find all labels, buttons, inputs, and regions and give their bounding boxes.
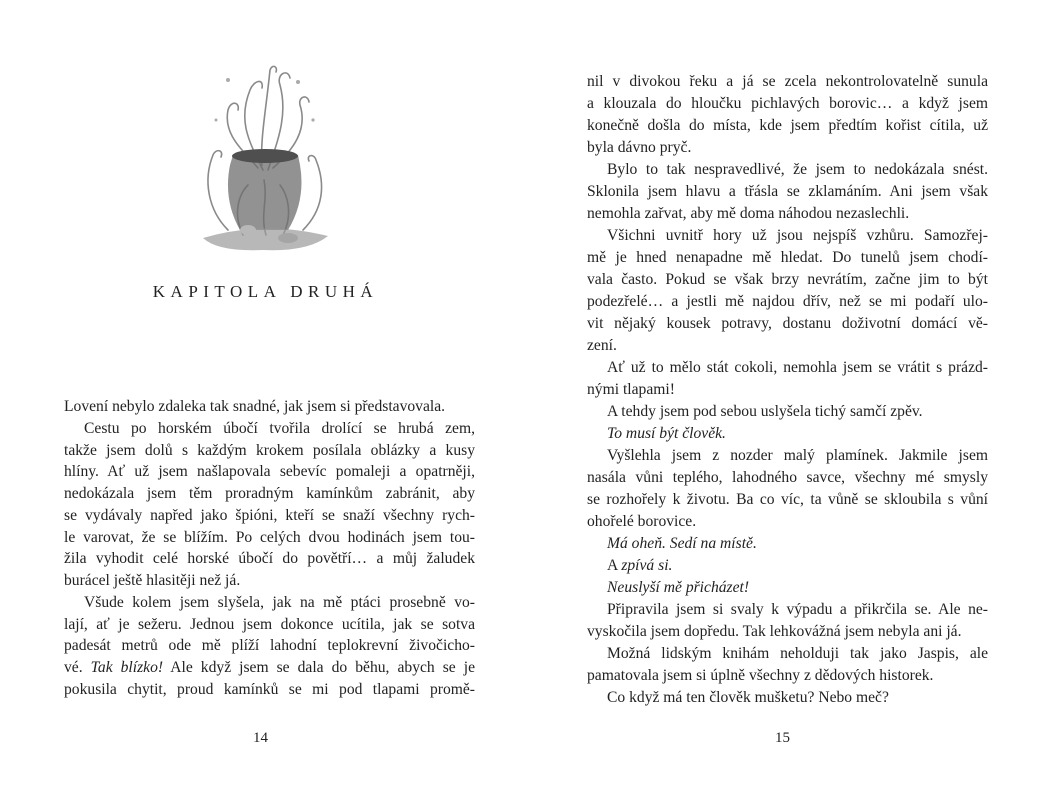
left-page: [0, 0, 521, 800]
cauldron-flames-illustration: [188, 60, 338, 255]
text-segment: nými tlapami!: [587, 381, 675, 398]
text-segment: A: [607, 557, 622, 574]
text-line: [587, 665, 988, 687]
italic-text: Má oheň. Sedí na místě.: [607, 535, 757, 552]
text-line: [587, 643, 988, 665]
page-number: 14: [253, 730, 268, 746]
text-segment: se vydávaly napřed jako špióni, kteří se snaží všechny rych-: [64, 506, 475, 524]
text-segment: a klouzala do hloučku pichlavých borovic… a když jsem: [587, 95, 988, 112]
text-line: [64, 592, 475, 614]
text-line: [587, 445, 988, 467]
text-line: [64, 570, 475, 592]
text-segment: konečně došla do místa, kde jsem předtím kořist cítila, už: [587, 117, 988, 134]
text-line: [64, 505, 475, 527]
text-line: [64, 461, 475, 483]
text-segment: se rozhořely k životu. Ba co víc, ta vůně se skloubila s vůní: [587, 491, 988, 508]
text-segment: Co když má ten člověk mušketu? Nebo meč?: [607, 689, 889, 706]
text-segment: nasála vůni teplého, lahodného savce, všechny mé smysly: [587, 469, 988, 486]
text-segment: Připravila jsem si svaly k výpadu a přikrčila se. Ale ne-: [607, 601, 988, 618]
text-line: [64, 396, 475, 418]
text-segment: nil v divokou řeku a já se zcela nekontrolovatelně sunula: [587, 73, 988, 90]
page-number: 15: [775, 730, 790, 746]
text-line: [587, 357, 988, 379]
text-segment: zení.: [587, 337, 617, 354]
text-segment: le varovat, že se blížím. Po celých dvou hodinách jsem tou-: [64, 528, 475, 546]
text-segment: vala často. Pokud se však brzy nevrátím, začne jim to být: [587, 271, 988, 288]
text-line: [587, 687, 988, 709]
text-segment: pokusila chytit, proud kamínků se mi pod tlapami promě-: [64, 680, 475, 698]
italic-text: zpívá si.: [621, 557, 673, 574]
text-line: [587, 489, 988, 511]
text-line: [587, 379, 988, 401]
italic-text: Neuslyší mě přicházet!: [607, 579, 750, 596]
text-segment: mě je hned nenapadne mě hledat. Do tunelů jsem chodí-: [587, 249, 988, 266]
text-line: [587, 225, 988, 247]
text-line: [587, 269, 988, 291]
text-line: [587, 137, 988, 159]
text-line: [64, 614, 475, 636]
body-text: [587, 71, 988, 709]
italic-text: To musí být člověk.: [607, 425, 726, 442]
text-line: [64, 483, 475, 505]
text-segment: Všichni uvnitř hory už jsou nejspíš vzhůru. Samozřej-: [607, 227, 988, 244]
body-text: [64, 396, 475, 701]
text-segment: burácel ještě hlasitěji než já.: [64, 572, 241, 589]
text-segment: žila vyhodit celé horské úbočí do povětří… a můj žaludek: [64, 550, 475, 568]
text-segment: vé.: [64, 659, 91, 676]
text-segment: nedokázala jsem těm proradným kamínkům zabránit, aby: [64, 485, 475, 502]
text-segment: vit nějaký kousek potravy, dostanu doživotní domácí vě-: [587, 315, 988, 332]
text-line: [587, 423, 988, 445]
text-line: [587, 335, 988, 357]
text-segment: Bylo to tak nespravedlivé, že jsem to nedokázala snést.: [607, 161, 988, 178]
text-segment: Ale když jsem se dala do běhu, abych se je: [163, 659, 476, 676]
text-line: [587, 313, 988, 335]
text-line: [587, 467, 988, 489]
text-segment: Ať už to mělo stát cokoli, nemohla jsem se vrátit s prázd-: [607, 359, 988, 376]
text-line: [587, 181, 988, 203]
right-page: [522, 0, 1043, 800]
text-line: [587, 621, 988, 643]
chapter-title: KAPITOLA DRUHÁ: [152, 282, 379, 301]
text-line: [587, 555, 988, 577]
text-line: [64, 527, 475, 549]
text-line: [64, 679, 475, 701]
text-line: [587, 247, 988, 269]
text-line: [587, 93, 988, 115]
text-segment: Možná lidským knihám neholduji tak jako Jaspis, ale: [607, 645, 988, 662]
text-line: [64, 548, 475, 570]
text-line: [64, 418, 475, 440]
text-line: [587, 599, 988, 621]
text-line: [587, 291, 988, 313]
text-line: [587, 203, 988, 225]
text-segment: vyskočila jsem dopředu. Tak lehkovážná jsem nebyla ani já.: [587, 623, 962, 640]
text-segment: A tehdy jsem pod sebou uslyšela tichý samčí zpěv.: [607, 403, 923, 420]
text-segment: Lovení nebylo zdaleka tak snadné, jak jsem si představovala.: [64, 398, 446, 415]
text-segment: byla dávno pryč.: [587, 139, 692, 156]
text-segment: Vyšlehla jsem z nozder malý plamínek. Jakmile jsem: [607, 447, 988, 464]
text-segment: ohořelé borovice.: [587, 513, 697, 530]
italic-text: Tak blízko!: [90, 659, 164, 676]
text-segment: Sklonila jsem hlavu a třásla se zklamáním. Ani jsem však: [587, 183, 988, 200]
text-line: [587, 115, 988, 137]
text-line: [587, 159, 988, 181]
text-line: [587, 511, 988, 533]
text-segment: Všude kolem jsem slyšela, jak na mě ptáci prosebně vo-: [84, 593, 475, 611]
text-segment: podezřelé… a jestli mě najdou dřív, než se mi podaří ulo-: [587, 293, 988, 310]
text-line: [587, 71, 988, 93]
text-segment: padesát metrů ode mě plíží lahodní teplokrevní živočicho-: [64, 637, 475, 655]
text-segment: pamatovala jsem si úplně všechny z dědových historek.: [587, 667, 934, 684]
text-line: [587, 533, 988, 555]
text-segment: hlíny. Ať už jsem našlapovala sebevíc pomaleji a opatrněji,: [64, 463, 475, 481]
text-line: [587, 577, 988, 599]
text-line: [64, 440, 475, 462]
text-line: [64, 657, 475, 679]
text-segment: takže jsem dolů s každým krokem posílala oblázky a kusy: [64, 441, 475, 459]
text-segment: nemohla zařvat, aby mě doma náhodou nezaslechli.: [587, 205, 910, 222]
text-line: [587, 401, 988, 423]
text-line: [64, 635, 475, 657]
text-segment: Cestu po horském úbočí tvořila drolící se hrubá zem,: [84, 419, 475, 437]
text-segment: lají, ať je sežeru. Jednou jsem dokonce ucítila, jak se sotva: [64, 615, 475, 633]
